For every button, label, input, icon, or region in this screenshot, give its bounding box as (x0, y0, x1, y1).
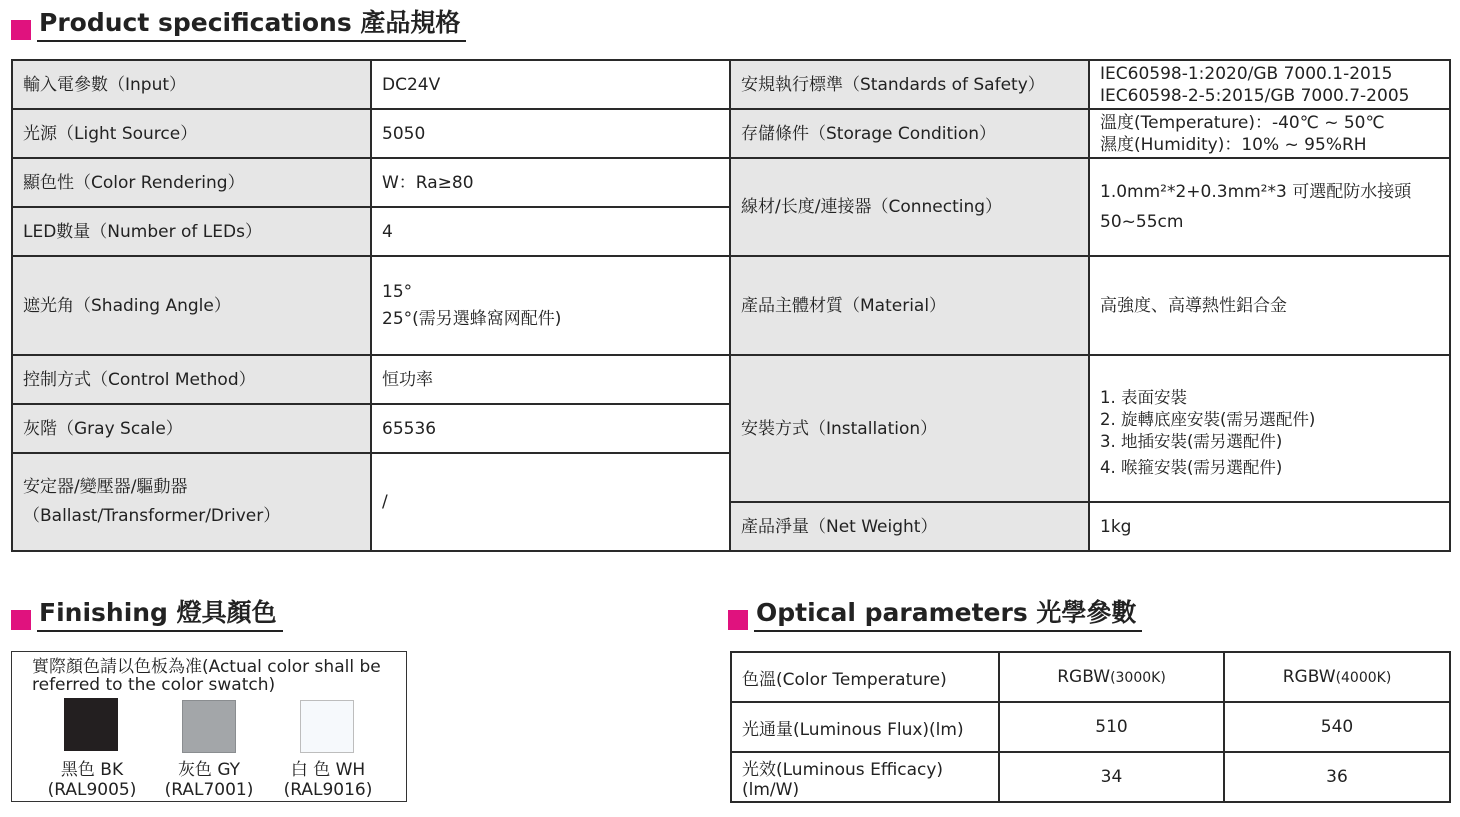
spec-label: 控制方式（Control Method） (12, 355, 371, 404)
swatch-name: 白 色 WH (290, 760, 366, 780)
optical-header-main: RGBW (1282, 667, 1336, 687)
spec-label: 輸入電參數（Input） (12, 60, 371, 109)
table-row (731, 652, 1450, 702)
swatch-code: (RAL7001) (164, 780, 254, 800)
spec-value-line: IEC60598-1:2020/GB 7000.1-2015 (1100, 63, 1393, 84)
table-row (12, 60, 1450, 109)
optical-value: 34 (999, 752, 1224, 802)
finishing-title: Finishing 燈具顏色 (37, 598, 283, 632)
optical-label: 色溫(Color Temperature) (731, 652, 999, 702)
product-spec-title: Product specifications 產品規格 (37, 8, 466, 42)
swatch-label (32, 760, 152, 800)
product-spec-table (11, 59, 1451, 552)
spec-label (12, 453, 371, 551)
spec-label: 存儲條件（Storage Condition） (730, 109, 1089, 158)
spec-label: LED數量（Number of LEDs） (12, 207, 371, 256)
spec-label: 線材/长度/連接器（Connecting） (730, 158, 1089, 256)
swatch-white (300, 700, 354, 753)
spec-value (1089, 355, 1450, 502)
spec-value (1089, 158, 1450, 256)
spec-value-line: IEC60598-2-5:2015/GB 7000.7-2005 (1100, 85, 1410, 106)
optical-header-unit: (3000K) (1110, 670, 1166, 686)
spec-value (1089, 109, 1450, 158)
spec-value-line: 50~55cm (1100, 212, 1184, 232)
finishing-heading (11, 598, 283, 632)
spec-value-line: 2. 旋轉底座安裝(需另選配件) (1100, 409, 1316, 429)
spec-value: 恒功率 (371, 355, 730, 404)
spec-value: / (371, 453, 730, 551)
spec-value: 5050 (371, 109, 730, 158)
swatch-name: 黑色 BK (60, 760, 124, 780)
spec-label: 遮光角（Shading Angle） (12, 256, 371, 355)
spec-value-line: 4. 喉箍安裝(需另選配件) (1100, 457, 1283, 477)
spec-value-line: 濕度(Humidity)：10% ~ 95%RH (1100, 134, 1367, 155)
swatch-gray (182, 700, 236, 753)
spec-value (371, 256, 730, 355)
spec-label: 顯色性（Color Rendering） (12, 158, 371, 207)
spec-label: 安裝方式（Installation） (730, 355, 1089, 502)
optical-label: 光效(Luminous Efficacy)(lm/W) (731, 752, 999, 802)
optical-title: Optical parameters 光學參數 (754, 598, 1142, 632)
table-row (731, 702, 1450, 752)
swatch-code: (RAL9016) (283, 780, 373, 800)
spec-label: 安規執行標準（Standards of Safety） (730, 60, 1089, 109)
table-row (12, 158, 1450, 207)
spec-label: 灰階（Gray Scale） (12, 404, 371, 453)
spec-value: 4 (371, 207, 730, 256)
section-marker-icon (11, 20, 31, 40)
optical-label: 光通量(Luminous Flux)(lm) (731, 702, 999, 752)
swatch-label (149, 760, 269, 800)
spec-value (1089, 60, 1450, 109)
spec-label: 產品淨量（Net Weight） (730, 502, 1089, 551)
spec-label-line: 安定器/變壓器/驅動器 (23, 477, 188, 497)
spec-value-line: 15° (382, 281, 413, 302)
spec-value: W：Ra≥80 (371, 158, 730, 207)
spec-value-line: 25°(需另選蜂窩网配件) (382, 308, 562, 329)
section-marker-icon (728, 610, 748, 630)
optical-value: 510 (999, 702, 1224, 752)
swatch-black (64, 698, 118, 751)
product-spec-heading (11, 8, 466, 42)
optical-heading (728, 598, 1142, 632)
spec-value: DC24V (371, 60, 730, 109)
optical-header-main: RGBW (1057, 667, 1111, 687)
optical-header-cell (1224, 652, 1450, 702)
table-row (12, 355, 1450, 404)
finishing-box (11, 651, 407, 802)
spec-value-line: 3. 地插安裝(需另選配件) (1100, 431, 1283, 451)
swatch-label (268, 760, 388, 800)
spec-value-line: 1. 表面安裝 (1100, 387, 1187, 407)
swatch-code: (RAL9005) (47, 780, 137, 800)
swatch-name: 灰色 GY (177, 760, 241, 780)
finishing-note: 實際顏色請以色板為准(Actual color shall be referred to the color swatch) (32, 657, 381, 695)
table-row (12, 256, 1450, 355)
table-row (731, 752, 1450, 802)
table-row (12, 109, 1450, 158)
spec-value: 1kg (1089, 502, 1450, 551)
spec-value-line: 溫度(Temperature)：-40℃ ~ 50℃ (1100, 112, 1385, 133)
optical-table (730, 651, 1451, 803)
optical-value: 36 (1224, 752, 1450, 802)
spec-label: 光源（Light Source） (12, 109, 371, 158)
spec-value-line: 1.0mm²*2+0.3mm²*3 可選配防水接頭 (1100, 182, 1412, 202)
spec-label: 產品主體材質（Material） (730, 256, 1089, 355)
section-marker-icon (11, 610, 31, 630)
optical-header-cell (999, 652, 1224, 702)
optical-value: 540 (1224, 702, 1450, 752)
spec-value: 高強度、高導熱性鋁合金 (1089, 256, 1450, 355)
optical-header-unit: (4000K) (1335, 670, 1392, 686)
spec-label-line: （Ballast/Transformer/Driver） (23, 506, 281, 526)
spec-value: 65536 (371, 404, 730, 453)
